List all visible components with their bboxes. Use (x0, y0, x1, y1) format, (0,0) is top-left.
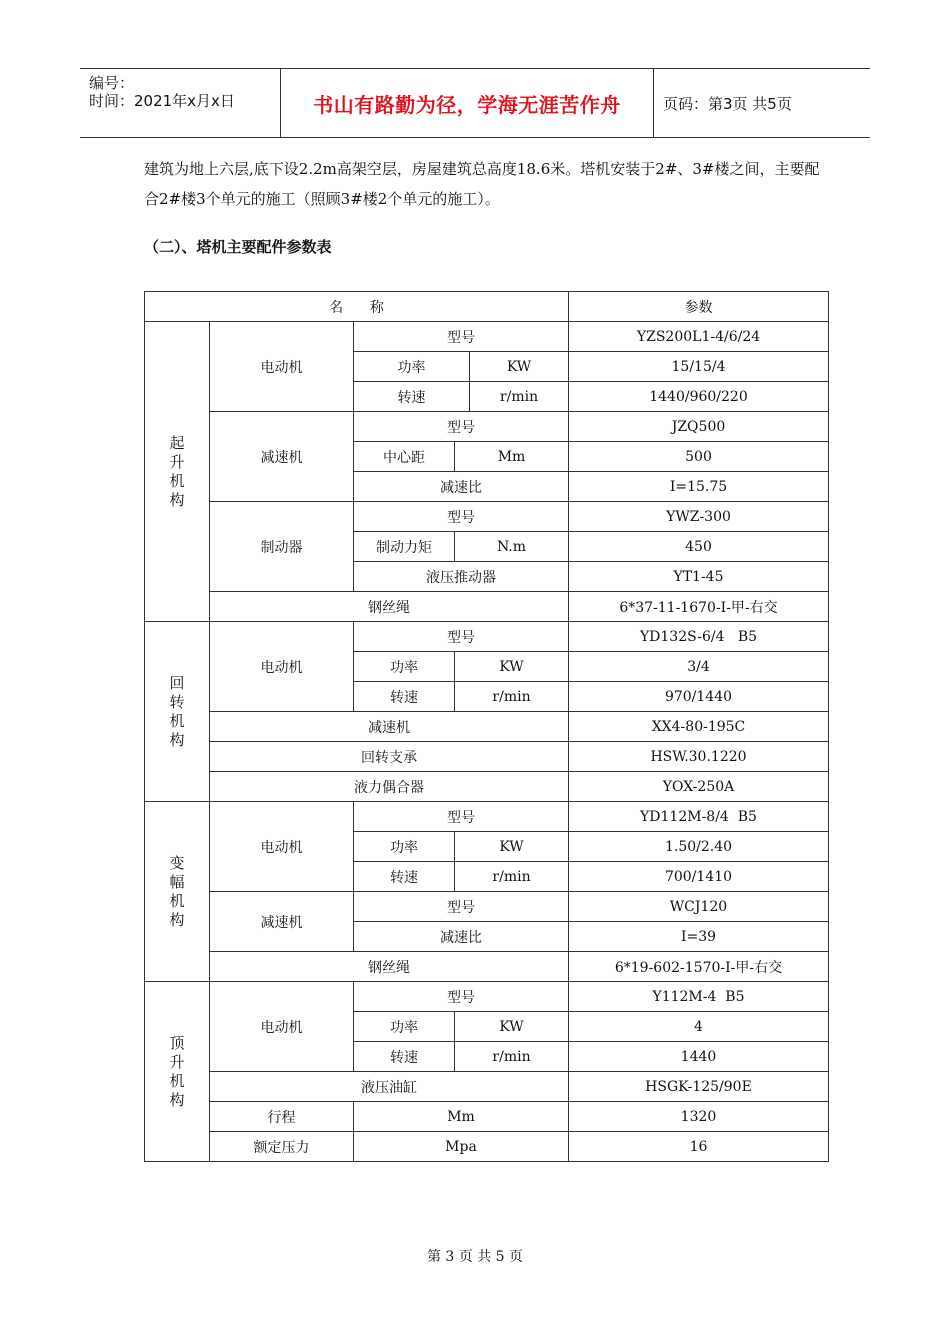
value-cell: Y112M-4 B5 (569, 982, 829, 1012)
label-reducer: 减速机 (210, 712, 569, 742)
label-model: 型号 (354, 322, 569, 352)
label-bearing: 回转支承 (210, 742, 569, 772)
unit-cell: KW (455, 832, 569, 862)
unit-cell: r/min (455, 1042, 569, 1072)
unit-cell: KW (455, 652, 569, 682)
value-cell: HSGK-125/90E (569, 1072, 829, 1102)
table-row (145, 1072, 829, 1102)
value-cell: JZQ500 (569, 412, 829, 442)
table-row (145, 592, 829, 622)
table-row (145, 622, 829, 652)
table-row (145, 892, 829, 922)
group-jack: 顶升机构 (145, 982, 210, 1162)
value-cell: 1.50/2.40 (569, 832, 829, 862)
label-center: 中心距 (354, 442, 455, 472)
value-cell: 450 (569, 532, 829, 562)
value-cell: 6*19-602-1570-I-甲-右交 (569, 952, 829, 982)
unit-cell: N.m (455, 532, 569, 562)
label-ratio: 减速比 (354, 922, 569, 952)
value-cell: YZS200L1-4/6/24 (569, 322, 829, 352)
label-model: 型号 (354, 622, 569, 652)
unit-cell: Mm (354, 1102, 569, 1132)
table-row (145, 292, 829, 322)
label-brake: 制动器 (210, 502, 354, 592)
label-power: 功率 (354, 1012, 455, 1042)
label-motor: 电动机 (210, 982, 354, 1072)
table-row (145, 1102, 829, 1132)
label-speed: 转速 (354, 682, 455, 712)
label-motor: 电动机 (210, 622, 354, 712)
label-speed: 转速 (354, 862, 455, 892)
value-cell: 500 (569, 442, 829, 472)
label-model: 型号 (354, 892, 569, 922)
value-cell: YT1-45 (569, 562, 829, 592)
unit-cell: r/min (455, 682, 569, 712)
table-row (145, 322, 829, 352)
page-footer: 第 3 页 共 5 页 (426, 1249, 524, 1265)
label-pusher: 液压推动器 (354, 562, 569, 592)
table-row (145, 742, 829, 772)
unit-cell: KW (470, 352, 569, 382)
value-cell: YD112M-8/4 B5 (569, 802, 829, 832)
value-cell: 1440 (569, 1042, 829, 1072)
table-row (145, 772, 829, 802)
label-speed: 转速 (354, 1042, 455, 1072)
value-cell: YD132S-6/4 B5 (569, 622, 829, 652)
value-cell: 700/1410 (569, 862, 829, 892)
label-rope: 钢丝绳 (210, 592, 569, 622)
label-power: 功率 (354, 832, 455, 862)
label-pressure: 额定压力 (210, 1132, 354, 1162)
section-heading: （二）、塔机主要配件参数表 (144, 238, 332, 256)
header-meta (80, 69, 281, 137)
label-speed: 转速 (354, 382, 470, 412)
label-torque: 制动力矩 (354, 532, 455, 562)
value-cell: YOX-250A (569, 772, 829, 802)
label-model: 型号 (354, 982, 569, 1012)
unit-cell: r/min (470, 382, 569, 412)
group-hoist: 起升机构 (145, 322, 210, 622)
spec-table (144, 291, 829, 1162)
value-cell: I=39 (569, 922, 829, 952)
value-cell: 16 (569, 1132, 829, 1162)
header-page-info (654, 69, 870, 137)
time-label: 时间：2021年x月x日 (89, 92, 235, 110)
label-motor: 电动机 (210, 802, 354, 892)
number-label: 编号： (89, 74, 135, 92)
table-row (145, 952, 829, 982)
value-cell: XX4-80-195C (569, 712, 829, 742)
value-cell: 15/15/4 (569, 352, 829, 382)
value-cell: I=15.75 (569, 472, 829, 502)
table-row (145, 502, 829, 532)
label-power: 功率 (354, 352, 470, 382)
page-header (80, 68, 870, 138)
group-slew: 回转机构 (145, 622, 210, 802)
motto-text: 书山有路勤为径，学海无涯苦作舟 (313, 92, 621, 117)
page-info-text: 页码：第3页 共5页 (663, 94, 792, 113)
unit-cell: Mpa (354, 1132, 569, 1162)
label-coupler: 液力偶合器 (210, 772, 569, 802)
intro-paragraph: 建筑为地上六层,底下设2.2m高架空层，房屋建筑总高度18.6米。塔机安装于2#、3#楼之间，主要配合2#楼3个单元的施工（照顾3#楼2个单元的施工）。 (144, 160, 820, 208)
table-row (145, 412, 829, 442)
value-cell: 6*37-11-1670-I-甲-右交 (569, 592, 829, 622)
label-ratio: 减速比 (354, 472, 569, 502)
value-cell: WCJ120 (569, 892, 829, 922)
header-param: 参数 (569, 292, 829, 322)
unit-cell: KW (455, 1012, 569, 1042)
value-cell: 1440/960/220 (569, 382, 829, 412)
label-cylinder: 液压油缸 (210, 1072, 569, 1102)
group-luff: 变幅机构 (145, 802, 210, 982)
value-cell: 1320 (569, 1102, 829, 1132)
label-motor: 电动机 (210, 322, 354, 412)
value-cell: YWZ-300 (569, 502, 829, 532)
label-reducer: 减速机 (210, 412, 354, 502)
header-motto (281, 69, 654, 137)
unit-cell: r/min (455, 862, 569, 892)
table-row (145, 802, 829, 832)
label-model: 型号 (354, 802, 569, 832)
value-cell: HSW.30.1220 (569, 742, 829, 772)
table-row (145, 712, 829, 742)
value-cell: 4 (569, 1012, 829, 1042)
label-rope: 钢丝绳 (210, 952, 569, 982)
label-reducer: 减速机 (210, 892, 354, 952)
table-row (145, 1132, 829, 1162)
unit-cell: Mm (455, 442, 569, 472)
label-model: 型号 (354, 502, 569, 532)
value-cell: 3/4 (569, 652, 829, 682)
value-cell: 970/1440 (569, 682, 829, 712)
label-power: 功率 (354, 652, 455, 682)
header-name: 名 称 (145, 292, 569, 322)
table-row (145, 982, 829, 1012)
label-stroke: 行程 (210, 1102, 354, 1132)
label-model: 型号 (354, 412, 569, 442)
